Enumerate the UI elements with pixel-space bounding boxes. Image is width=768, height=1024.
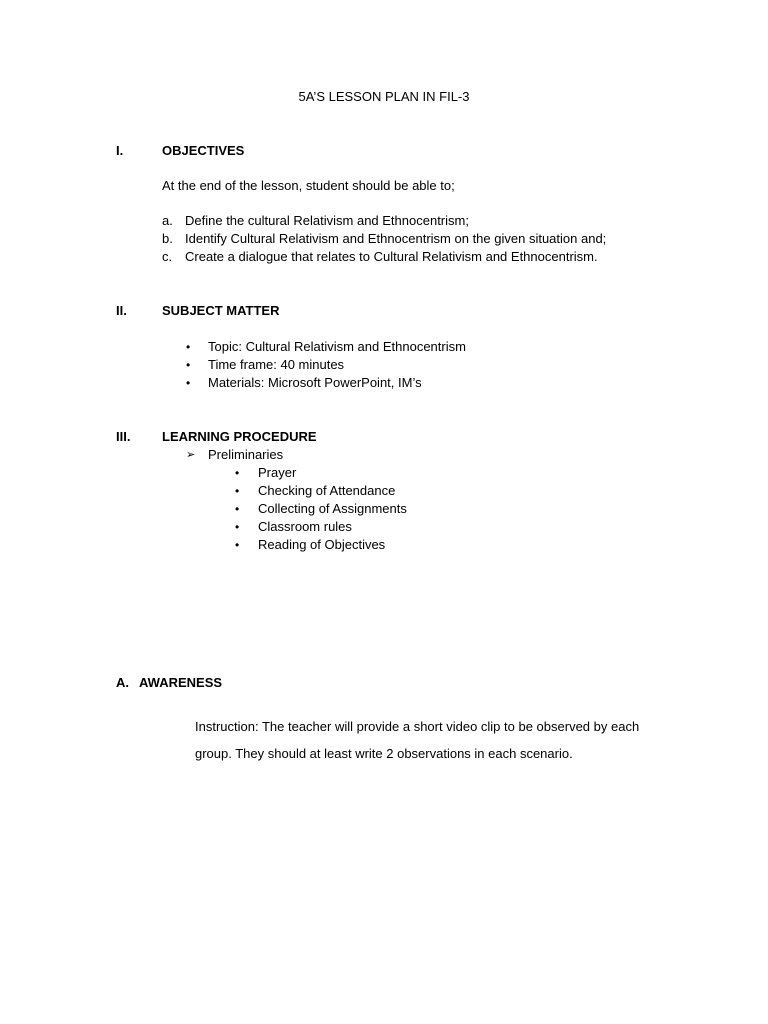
objective-marker: a. (162, 213, 173, 228)
preliminary-item: Checking of Attendance (258, 483, 396, 498)
section-heading-subject-matter: SUBJECT MATTER (162, 303, 280, 318)
preliminary-item: Collecting of Assignments (258, 501, 407, 516)
objective-marker: b. (162, 231, 173, 246)
subject-matter-item: Materials: Microsoft PowerPoint, IM’s (208, 375, 422, 390)
preliminary-item: Classroom rules (258, 519, 352, 534)
subject-matter-item: Topic: Cultural Relativism and Ethnocentrism (208, 339, 466, 354)
bullet-icon: • (186, 340, 191, 354)
subsection-heading-awareness: AWARENESS (139, 675, 223, 690)
bullet-icon: • (235, 502, 240, 516)
objective-text: Create a dialogue that relates to Cultural Relativism and Ethnocentrism. (185, 249, 598, 264)
section-numeral-learning-procedure: III. (116, 429, 131, 444)
bullet-icon: • (186, 358, 191, 372)
preliminary-item: Prayer (258, 465, 297, 480)
objective-text: Define the cultural Relativism and Ethnocentrism; (185, 213, 469, 228)
section-heading-learning-procedure: LEARNING PROCEDURE (162, 429, 317, 444)
awareness-instruction-line: group. They should at least write 2 observations in each scenario. (195, 746, 573, 761)
objective-text: Identify Cultural Relativism and Ethnocentrism on the given situation and; (185, 231, 607, 246)
section-numeral-objectives: I. (116, 143, 124, 158)
preliminaries-label: Preliminaries (208, 447, 284, 462)
bullet-icon: • (235, 466, 240, 480)
bullet-icon: • (235, 484, 240, 498)
bullet-icon: • (235, 538, 240, 552)
bullet-icon: • (186, 376, 191, 390)
arrow-bullet-icon: ➢ (186, 449, 196, 461)
section-numeral-subject-matter: II. (116, 303, 127, 318)
bullet-icon: • (235, 520, 240, 534)
preliminary-item: Reading of Objectives (258, 537, 386, 552)
awareness-instruction-line: Instruction: The teacher will provide a short video clip to be observed by each (195, 719, 640, 734)
document-title: 5A’S LESSON PLAN IN FIL-3 (298, 89, 470, 104)
subsection-marker-awareness: A. (116, 675, 129, 690)
subject-matter-item: Time frame: 40 minutes (208, 357, 345, 372)
section-heading-objectives: OBJECTIVES (162, 143, 245, 158)
objective-marker: c. (162, 249, 173, 264)
objectives-intro: At the end of the lesson, student should be able to; (162, 178, 455, 193)
